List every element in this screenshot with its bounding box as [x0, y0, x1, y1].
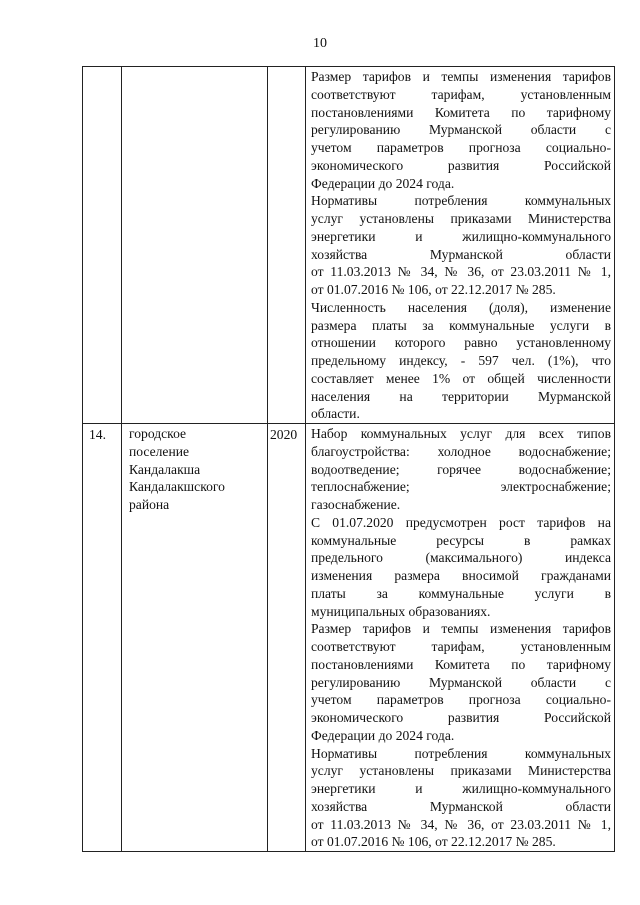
- text-line: размера платы за коммунальные услуги в: [311, 317, 611, 333]
- text-line: хозяйства Мурманской области: [311, 246, 611, 262]
- text-line: соответствуют тарифам, установленным: [311, 86, 611, 102]
- text-line: предельному индексу, - 597 чел. (1%), что: [311, 353, 611, 368]
- text-line: от 11.03.2013 № 34, № 36, от 23.03.2011 № 1,: [311, 264, 611, 280]
- table-row: [83, 67, 615, 424]
- text-line: учетом параметров прогноза социально-: [311, 692, 611, 708]
- growth-paragraph: [311, 514, 611, 621]
- row-number-cell: [83, 67, 122, 424]
- table-row: [83, 424, 615, 852]
- text-line: экономического развития Российской: [311, 710, 611, 725]
- text-line: Численность населения (доля), изменение: [311, 299, 611, 315]
- text-line: экономического развития Российской: [311, 157, 611, 173]
- text-line: учетом параметров прогноза социально-: [311, 140, 611, 155]
- text-line: области.: [311, 406, 360, 422]
- text-line: платы за коммунальные услуги в: [311, 585, 611, 601]
- text-line: энергетики и жилищно-коммунального: [311, 781, 611, 796]
- text-line: Федерации до 2024 года.: [311, 175, 455, 191]
- tariff-table: [82, 66, 615, 852]
- text-line: водоотведение; горячее водоснабжение;: [311, 461, 611, 477]
- text-line: предельного (максимального) индекса: [311, 550, 611, 566]
- norms-paragraph: [311, 192, 611, 299]
- text-line: отношении которого равно установленному: [311, 335, 611, 351]
- text-line: Нормативы потребления коммунальных: [311, 745, 611, 761]
- text-line: регулированию Мурманской области с: [311, 122, 611, 138]
- municipality-name-line: поселение: [129, 443, 190, 459]
- text-line: от 11.03.2013 № 34, № 36, от 23.03.2011 № 1,: [311, 816, 611, 832]
- text-line: Размер тарифов и темпы изменения тарифов: [311, 69, 611, 84]
- text-line: благоустройства: холодное водоснабжение;: [311, 443, 611, 459]
- population-paragraph: [311, 299, 611, 423]
- text-line: услуг установлены приказами Министерства: [311, 211, 611, 226]
- text-line: Федерации до 2024 года.: [311, 727, 455, 743]
- tariff-paragraph: [311, 620, 611, 744]
- page-number: 10: [313, 36, 327, 51]
- norms-paragraph: [311, 745, 611, 852]
- tariff-paragraph: [311, 68, 611, 192]
- text-line: населения на территории Мурманской: [311, 388, 611, 404]
- description-cell: [306, 67, 615, 424]
- text-line: Размер тарифов и темпы изменения тарифов: [311, 621, 611, 637]
- text-line: теплоснабжение; электроснабжение;: [311, 479, 611, 495]
- municipality-name-line: Кандалакша: [129, 461, 201, 477]
- row-number-cell: 14.: [83, 424, 122, 852]
- municipality-name-line: Кандалакшского: [129, 479, 225, 495]
- text-line: регулированию Мурманской области с: [311, 674, 611, 690]
- municipality-name-line: района: [129, 497, 170, 512]
- text-line: коммунальные ресурсы в рамках: [311, 532, 611, 548]
- text-line: муниципальных образованиях.: [311, 603, 491, 619]
- municipality-cell: [122, 424, 268, 852]
- text-line: соответствуют тарифам, установленным: [311, 639, 611, 654]
- text-line: постановлениями Комитета по тарифному: [311, 656, 611, 672]
- text-line: Набор коммунальных услуг для всех типов: [311, 426, 611, 441]
- text-line: услуг установлены приказами Министерства: [311, 763, 611, 779]
- text-line: от 01.07.2016 № 106, от 22.12.2017 № 285.: [311, 282, 556, 297]
- text-line: изменения размера вносимой гражданами: [311, 568, 611, 583]
- municipality-name-line: городское: [129, 426, 187, 441]
- text-line: хозяйства Мурманской области: [311, 798, 611, 814]
- municipality-cell: [122, 67, 268, 424]
- year-cell: [268, 67, 306, 424]
- services-paragraph: [311, 425, 611, 514]
- year-cell: 2020: [268, 424, 306, 852]
- text-line: энергетики и жилищно-коммунального: [311, 228, 611, 244]
- text-line: газоснабжение.: [311, 497, 401, 512]
- text-line: от 01.07.2016 № 106, от 22.12.2017 № 285.: [311, 834, 556, 850]
- text-line: постановлениями Комитета по тарифному: [311, 104, 611, 120]
- text-line: Нормативы потребления коммунальных: [311, 193, 611, 209]
- text-line: составляет менее 1% от общей численности: [311, 370, 611, 386]
- description-cell: [306, 424, 615, 852]
- text-line: С 01.07.2020 предусмотрен рост тарифов на: [311, 514, 611, 530]
